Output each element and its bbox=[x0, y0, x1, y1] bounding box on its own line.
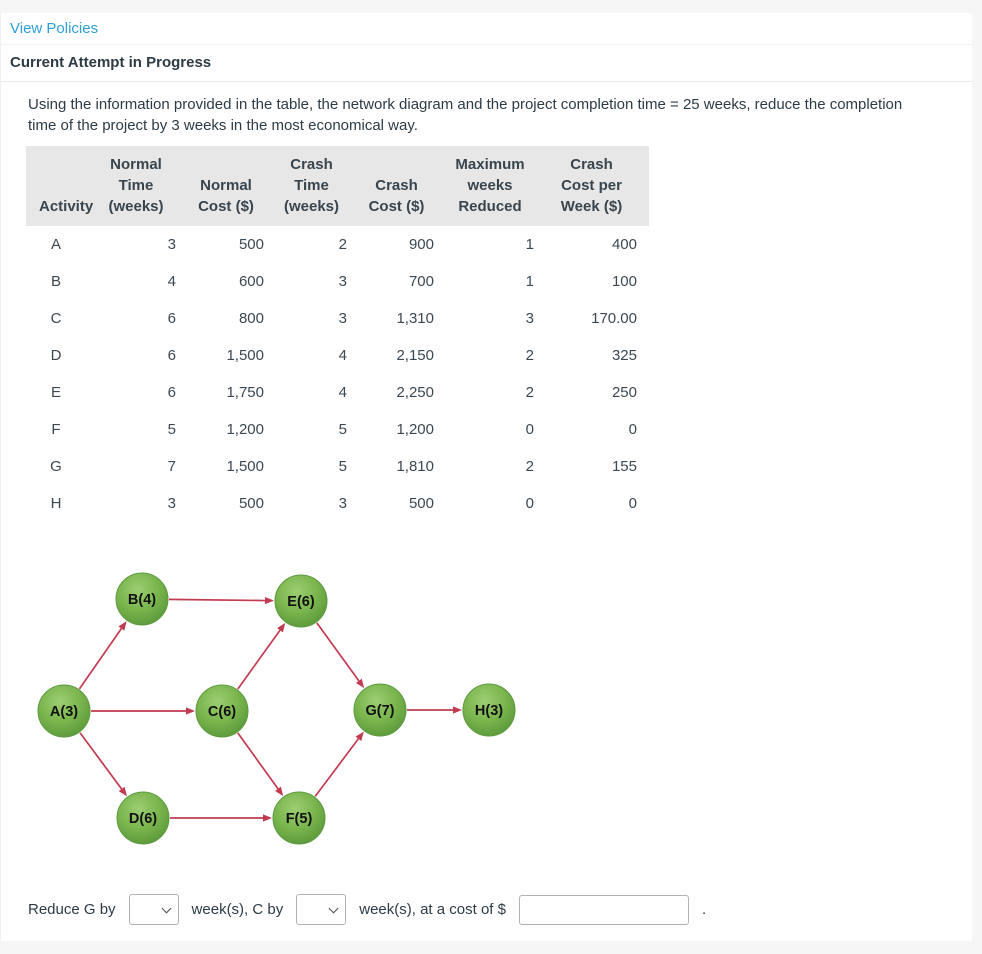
column-header: Activity bbox=[26, 146, 96, 226]
table-cell: 800 bbox=[238, 310, 264, 327]
table-cell: 600 bbox=[238, 273, 264, 290]
arrowhead-icon bbox=[277, 623, 285, 632]
view-policies-link[interactable]: View Policies bbox=[10, 20, 99, 37]
answer-prefix-label: Reduce G by bbox=[28, 901, 116, 918]
reduce-c-select-wrap bbox=[296, 894, 346, 925]
table-cell: B bbox=[50, 273, 61, 290]
diagram-edge bbox=[315, 739, 358, 797]
table-cell: 3 bbox=[525, 310, 534, 327]
diagram-edge bbox=[79, 629, 121, 689]
activity-table-body bbox=[26, 226, 649, 522]
diagram-node-label: B(4) bbox=[127, 592, 157, 608]
table-cell: 170.00 bbox=[591, 310, 637, 327]
table-cell: D bbox=[50, 347, 62, 364]
table-cell: 1,310 bbox=[396, 310, 434, 327]
question-block bbox=[1, 82, 933, 136]
table-cell: 900 bbox=[408, 236, 434, 253]
table-row bbox=[26, 485, 649, 522]
table-cell: 6 bbox=[167, 347, 176, 364]
activity-table bbox=[26, 146, 649, 522]
table-cell: 2 bbox=[525, 384, 534, 401]
table-row bbox=[26, 337, 649, 374]
diagram-edge bbox=[238, 630, 280, 689]
arrowhead-icon bbox=[265, 597, 274, 604]
attempt-status: Current Attempt in Progress bbox=[1, 45, 972, 82]
table-cell: 1,200 bbox=[226, 421, 264, 438]
table-cell: C bbox=[50, 310, 62, 327]
table-cell: 5 bbox=[167, 421, 176, 438]
arrowhead-icon bbox=[263, 814, 272, 821]
table-cell: F bbox=[51, 421, 61, 438]
table-row bbox=[26, 448, 649, 485]
table-cell: 4 bbox=[338, 347, 347, 364]
table-cell: 500 bbox=[238, 236, 264, 253]
table-cell: 2 bbox=[525, 347, 534, 364]
arrowhead-icon bbox=[453, 706, 462, 713]
diagram-node-label: F(5) bbox=[285, 811, 313, 827]
table-cell: 3 bbox=[167, 236, 176, 253]
diagram-nodes bbox=[38, 573, 515, 844]
diagram-edge bbox=[317, 623, 359, 681]
table-row bbox=[26, 263, 649, 300]
reduce-c-select[interactable] bbox=[296, 894, 346, 925]
table-cell: 3 bbox=[338, 273, 347, 290]
diagram-node-label: D(6) bbox=[128, 811, 158, 827]
table-cell: 155 bbox=[611, 458, 637, 475]
table-cell: 4 bbox=[167, 273, 176, 290]
activity-table-head-row bbox=[26, 146, 649, 226]
column-header: Crash Cost per Week ($) bbox=[546, 146, 649, 226]
table-cell: 2,250 bbox=[396, 384, 434, 401]
table-cell: H bbox=[50, 495, 62, 512]
table-cell: 1,750 bbox=[226, 384, 264, 401]
diagram-node-label: C(6) bbox=[207, 704, 237, 720]
reduce-g-select-wrap bbox=[129, 894, 179, 925]
question-text: Using the information provided in the table, the network diagram and the project completion time = 25 weeks, reduce the completion time of the project by 3 weeks in the most economical way. bbox=[28, 96, 903, 134]
diagram-edge bbox=[80, 733, 122, 789]
answer-mid2-label: week(s), at a cost of $ bbox=[359, 901, 506, 918]
table-cell: 1 bbox=[525, 273, 534, 290]
table-cell: 4 bbox=[338, 384, 347, 401]
column-header: Maximum weeks Reduced bbox=[446, 146, 546, 226]
diagram-node-label: A(3) bbox=[49, 704, 79, 720]
table-cell: 3 bbox=[167, 495, 176, 512]
table-cell: 0 bbox=[525, 495, 534, 512]
cost-input[interactable] bbox=[519, 895, 689, 925]
column-header: Crash Time (weeks) bbox=[276, 146, 359, 226]
table-cell: 1,500 bbox=[226, 347, 264, 364]
diagram-node-label: H(3) bbox=[474, 703, 504, 719]
column-header: Normal Cost ($) bbox=[188, 146, 276, 226]
arrowhead-icon bbox=[118, 621, 126, 630]
table-cell: 1,810 bbox=[396, 458, 434, 475]
diagram-edge bbox=[238, 733, 278, 789]
table-cell: 5 bbox=[338, 458, 347, 475]
diagram-node-label: E(6) bbox=[287, 594, 315, 610]
column-header: Normal Time (weeks) bbox=[96, 146, 188, 226]
answer-suffix-label: . bbox=[701, 901, 707, 918]
table-cell: 6 bbox=[167, 310, 176, 327]
table-cell: 0 bbox=[525, 421, 534, 438]
table-row bbox=[26, 300, 649, 337]
arrowhead-icon bbox=[275, 787, 283, 796]
table-row bbox=[26, 411, 649, 448]
table-cell: 0 bbox=[628, 421, 637, 438]
arrowhead-icon bbox=[119, 787, 127, 796]
table-cell: 500 bbox=[408, 495, 434, 512]
table-cell: 0 bbox=[628, 495, 637, 512]
answer-mid1-label: week(s), C by bbox=[191, 901, 284, 918]
table-cell: 500 bbox=[238, 495, 264, 512]
policies-row bbox=[1, 13, 972, 45]
table-cell: E bbox=[50, 384, 61, 401]
table-cell: 2 bbox=[525, 458, 534, 475]
table-cell: G bbox=[50, 458, 62, 475]
diagram-node-label: G(7) bbox=[365, 703, 395, 719]
table-cell: A bbox=[50, 236, 61, 253]
table-cell: 7 bbox=[167, 458, 176, 475]
table-cell: 325 bbox=[611, 347, 637, 364]
table-cell: 100 bbox=[611, 273, 637, 290]
attempt-card bbox=[0, 13, 972, 941]
table-row bbox=[26, 374, 649, 411]
column-header: Crash Cost ($) bbox=[359, 146, 446, 226]
table-cell: 3 bbox=[338, 495, 347, 512]
table-cell: 700 bbox=[408, 273, 434, 290]
table-cell: 250 bbox=[611, 384, 637, 401]
table-cell: 400 bbox=[611, 236, 637, 253]
answer-row bbox=[28, 894, 972, 925]
network-diagram-svg bbox=[26, 556, 566, 866]
table-cell: 6 bbox=[167, 384, 176, 401]
table-cell: 1,500 bbox=[226, 458, 264, 475]
arrowhead-icon bbox=[186, 707, 195, 714]
network-diagram bbox=[26, 556, 566, 866]
table-cell: 3 bbox=[338, 310, 347, 327]
table-cell: 5 bbox=[338, 421, 347, 438]
table-cell: 1,200 bbox=[396, 421, 434, 438]
reduce-g-select[interactable] bbox=[129, 894, 179, 925]
table-cell: 2 bbox=[338, 236, 347, 253]
arrowhead-icon bbox=[356, 732, 364, 741]
diagram-edge bbox=[169, 599, 265, 600]
table-cell: 2,150 bbox=[396, 347, 434, 364]
arrowhead-icon bbox=[356, 679, 364, 688]
table-row bbox=[26, 226, 649, 263]
table-cell: 1 bbox=[525, 236, 534, 253]
